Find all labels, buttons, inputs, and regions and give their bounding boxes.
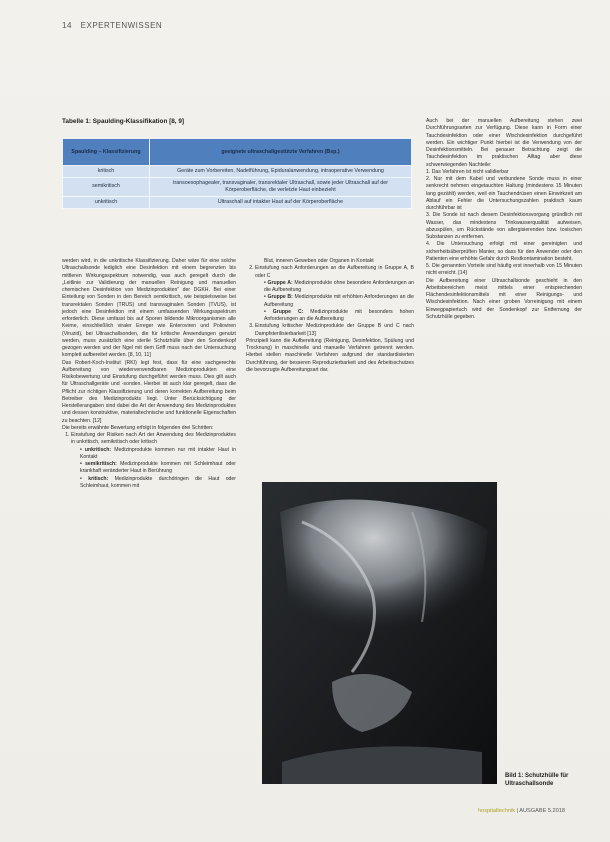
step-text: Einstufung der Risiken nach Art der Anwendung des Medizinproduktes in unkritisch, semikritisch oder kritisch [71,432,236,446]
definition: Medizinprodukte mit erhöhten Anforderungen an die Aufbereitung [264,294,414,308]
step-text: Einstufung kritischer Medizinprodukte der Gruppe B und C nach Dampfsterilisierbarkeit [13] [255,323,414,337]
group-list [255,280,414,324]
table-header-cell: geeignete ultraschallgestützte Verfahren (Bsp.) [150,139,412,166]
definition: Medizinprodukte durchdringen die Haut oder Schleimhaut, kommen mit [80,475,236,489]
term: Gruppe A: [267,279,293,286]
drawback-item: 1. Das Verfahren ist nicht validierbar [426,168,509,175]
list-item [71,432,236,490]
list-item [264,309,414,324]
table-cell: Ultraschall auf intakter Haut auf der Körperoberfläche [150,196,412,208]
section-title: EXPERTENWISSEN [80,21,163,30]
term: Gruppe B: [267,294,293,301]
table-cell: unkritisch [63,196,150,208]
paragraph: Das Robert-Koch-Institut (RKI) legt fest, dass für eine sachgerechte Aufbereitung von wiederverwendbaren Medizinprodukten eine Risikobewertung und Einstufung durchgeführt werden muss. Dies gilt auch für Ultraschallgeräte und -sonden. Hierbei ist auch klar geregelt, dass die Pflicht zur richtigen Klassifizierung und deren korrekten Aufbereitung beim Betreiber des Medizinprodukts liegt. Unter Berücksichtigung der Herstellerangaben sind dabei die Art der Anwendung des Medizinproduktes und dessen konstruktive, materialtechnische und funktionelle Eigenschaften zu beachten. [12] [62,359,236,424]
page-header [62,21,162,30]
definition: Medizinprodukte ohne besondere Anforderungen an die Aufbereitung [264,279,414,293]
table-cell: semikritisch [63,177,150,196]
drawback-item: 4. Die Untersuchung erfolgt mit einer gereinigten und sicherheitsüberprüften Manier, so dass für den Anwender oder den Patienten eine erhöhte Gefahr durch Restkontamination besteht. [426,241,582,262]
list-item [255,323,414,338]
issue-label: AUSGABE 5.2018 [519,808,565,814]
table-cell: Geräte zum Vorbereiten, Nadelführung, Epiduralanwendung, intraoperative Verwendung [150,166,412,178]
table-header-row [63,139,412,166]
continued-text: Blut, inneren Geweben oder Organen in Kontakt [264,258,374,264]
table-row [63,166,412,178]
list-item [80,461,236,476]
assessment-steps-list-cont [246,265,414,338]
text-column-2 [246,258,414,374]
definition: Medizinprodukte kommen nur mit intakter Haut in Kontakt [80,446,236,460]
table-row [63,177,412,196]
drawback-item: 3. Die Sonde ist nach diesem Desinfektionsvorgang gründlich mit Wasser, das mindestens Trinkwasserqualität aufweisen, abzuspülen, um Rückstände von allergisierenden bzw. toxischen Substanzen zu entfernen. [426,212,582,240]
definition: Medizinprodukte kommen mit Schleimhaut oder krankhaft veränderter Haut in Berührung [80,461,236,475]
journal-name: hospitaltechnik [478,808,516,814]
term: Gruppe C: [272,308,304,315]
list-item [80,476,236,491]
table-header-cell: Spaulding – Klassifizierung [63,139,150,166]
paragraph: Prinzipiell kann die Aufbereitung (Reinigung, Desinfektion, Spülung und Trocknung) in maschinelle und manuelle Verfahren getrennt werden. Hierbei stellen maschinelle Verfahren aufgrund der standardisierten Durchführung, der besseren Reproduzierbarkeit und des Arbeitsschutzes die bevorzugte Aufbereitungsart dar. [246,337,414,373]
table-caption: Tabelle 1: Spaulding-Klassifikation [8, 9] [62,118,185,125]
step-text: Einstufung nach Anforderungen an die Aufbereitung in Gruppe A, B oder C [255,265,414,279]
risk-class-list [71,447,236,491]
spaulding-table [62,138,412,209]
paragraph: werden wird, in die unkritische Klassifizierung. Daher wäre für eine solche Ultraschallsonde lediglich eine Desinfektion mit einem begrenzten bis mittleren Wirkungsspektrum notwendig, was auch geregelt durch die „Leitlinie zur Validierung der manuellen Reinigung und manuellen chemischen Desinfektion von Medizinprodukten“ der DGKH. Bei einer Einteilung von Sonden in den Bereich semikritisch, wie beispielsweise bei transrektalen Sonden (TRUS) und transvaginalen Sonden (TVUS), ist jedoch eine Desinfektion mit einem umfassenden Wirkungsspektrum erforderlich. Diese umfasst bis auf Sporen bildende Mikroorganismen alle Keime, einschließlich viraler Erreger wie Enteroviren und Polioviren (Viruzid), bei Ultraschallsonden, die für kritische Anwendungen genutzt werden, muss zusätzlich eine sterile Schutzhülle über den Sondenkopf gezogen werden und der Ngel mit dem Griff muss nach der Untersuchung komplett aufbereitet werden. [8, 10, 11] [62,258,236,359]
list-item [264,280,414,295]
text-column-3 [426,118,582,321]
paragraph: Die bereits erwähnte Bewertung erfolgt in folgenden drei Schritten: [62,424,214,431]
page-number: 14 [62,21,72,30]
text-column-1 [62,258,236,490]
table-cell: transoesophagealer, transvaginaler, transrektaler Ultraschall, sowie jeder Ultraschall auf der Körperoberfläche, die verletzte Haut einbezieht [150,177,412,196]
paragraph: Die Aufbereitung einer Ultraschallsonde geschieht in den Arbeitsbereichen meist mittels einer entsprechenden Flächendesinfektionsmittels mit einer Reinigungs- und Wischdesinfektion. Nach einer groben Vorreinigung mit einem Einwegpapiertuch wird der Sondenkopf zur Entfernung der Schutzhülle gegeben. [426,277,582,320]
list-item [264,294,414,309]
probe-cover-photo [262,482,497,784]
page-footer: hospitaltechnik | AUSGABE 5.2018 [478,808,565,814]
term: unkritisch: [84,446,112,453]
list-item [80,447,236,462]
paragraph: Auch bei der manuellen Aufbereitung stehen zwei Durchführungsarten zur Verfügung. Diese kann in Form einer Tauchdesinfektion oder einer Wischdesinfektion durchgeführt werden. Ein wichtiger Punkt hierbei ist die Verwendung von der Desinfektionsmitteln. Bei genauer Betrachtung zeigt die Tauchdesinfektion im praktischen Alltag aber diese schwerwiegenden Nachteile: [426,118,582,168]
drawback-item: 2. Nur mit dem Kabel und verbundene Sonde muss in einer senkrecht nehmen eingetauchten Haltung (mindestens 15 Minuten lang gezählt) werden, weil ein Tauchendrüsen einen Einwirkzeit am Ablauf ein Fehler die Untersuchungszahlen praktisch kaum durchführbar ist [426,176,582,211]
table-cell: kritisch [63,166,150,178]
definition: Medizinprodukte mit besonders hohen Anforderungen an die Aufbereitung [264,308,414,322]
assessment-steps-list [62,432,236,490]
drawback-item: 5. Die genannten Vorteile sind häufig erst innerhalb von 15 Minuten nicht erreicht. [14] [426,263,582,277]
term: kritisch: [88,475,109,482]
photo-illustration [262,482,497,784]
list-item [255,265,414,323]
term: semikritisch: [85,461,117,467]
table-row [63,196,412,208]
figure-caption: Bild 1: Schutzhülle für Ultraschallsonde [505,773,569,787]
